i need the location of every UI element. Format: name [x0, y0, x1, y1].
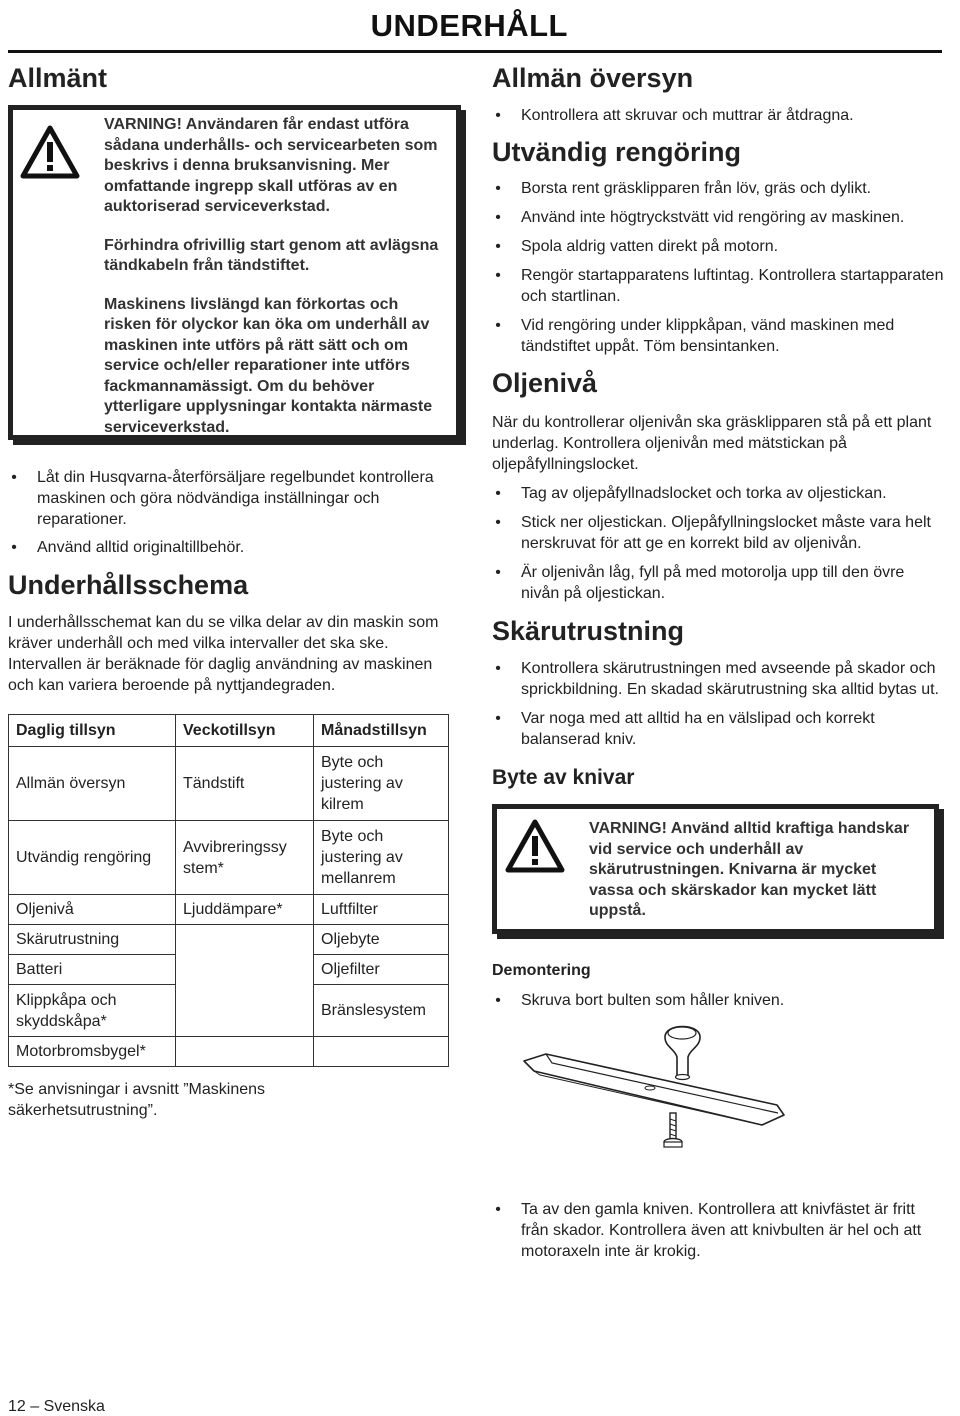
table-row — [9, 985, 449, 1037]
table-cell: Ljuddämpare* — [176, 895, 314, 925]
general-heading: Allmänt — [8, 63, 108, 93]
table-header-row — [9, 715, 449, 747]
table-cell: Motorbromsbygel* — [9, 1037, 176, 1067]
table-cell: Byte och justering av mellanrem — [314, 821, 449, 895]
table-cell: Bränslesystem — [314, 985, 449, 1037]
table-cell: Oljenivå — [9, 895, 176, 925]
table-cell: Allmän översyn — [9, 747, 176, 821]
warning-paragraph-2: Förhindra ofrivillig start genom att avlägsna tändkabeln från tändstiftet. — [104, 236, 439, 274]
table-row — [9, 821, 449, 895]
bullet-icon: • — [495, 267, 501, 284]
list-item: • Använd inte högtryckstvätt vid rengöring av maskinen. — [492, 207, 944, 228]
schedule-heading: Underhållsschema — [8, 570, 249, 600]
cutting-bullet-list — [492, 658, 944, 750]
bullet-icon: • — [495, 180, 501, 197]
knife-bolt — [664, 1113, 682, 1147]
bullet-icon: • — [495, 564, 501, 581]
knives-heading: Byte av knivar — [492, 766, 635, 789]
schedule-footnote: *Se anvisningar i avsnitt ”Maskinens säkerhetsutrustning”. — [8, 1081, 266, 1119]
list-item: • Var noga med att alltid ha en välslipad och korrekt balanserad kniv. — [492, 708, 944, 750]
bullet-icon: • — [495, 317, 501, 334]
overview-bullet-list — [492, 105, 944, 126]
table-cell — [314, 1037, 449, 1067]
list-item: • Stick ner oljestickan. Oljepåfyllningslocket måste vara helt nerskruvat för att ge en korrekt bild av oljenivån. — [492, 512, 944, 554]
table-cell: Skärutrustning — [9, 925, 176, 955]
oil-bullet-list — [492, 483, 944, 604]
header-rule — [8, 50, 942, 53]
warning-triangle-icon — [20, 125, 80, 179]
schedule-intro: I underhållsschemat kan du se vilka delar av din maskin som kräver underhåll och med vilka intervaller det ska ske. Intervallen är beräknade för daglig användning av maskinen och kan variera beroende på nyttjandegraden. — [8, 614, 439, 694]
maintenance-schedule-table — [8, 714, 449, 1067]
knives-warning-box — [492, 804, 939, 934]
page-header — [0, 0, 960, 58]
list-item: • Borsta rent gräsklipparen från löv, gräs och dylikt. — [492, 178, 944, 199]
table-cell — [176, 985, 314, 1037]
table-row — [9, 895, 449, 925]
cleaning-heading: Utvändig rengöring — [492, 137, 741, 167]
table-cell: Tändstift — [176, 747, 314, 821]
left-column — [8, 60, 466, 1121]
column-header: Daglig tillsyn — [9, 715, 176, 747]
list-item: • Använd alltid originaltillbehör. — [8, 537, 466, 558]
demontering-bullet-list — [492, 990, 944, 1011]
list-item: • Tag av oljepåfyllnadslocket och torka av oljestickan. — [492, 483, 944, 504]
list-item: • Låt din Husqvarna-återförsäljare regelbundet kontrollera maskinen och göra nödvändiga inställningar och reparationer. — [8, 467, 466, 530]
cleaning-bullet-list — [492, 178, 944, 357]
warning-paragraph-1: VARNING! Användaren får endast utföra sådana underhålls- och servicearbeten som beskrivs i denna bruksanvisning. Mer omfattande ingrepp skall utföras av en auktoriserad serviceverkstad. — [104, 116, 438, 215]
warning-paragraph-3: Maskinens livslängd kan förkortas och risken för olyckor kan öka om underhåll av maskinen inte utförs på rätt sätt och om service och/eller reparationer inte utförs fackmannamässigt. Om du behöver ytterligare upplysningar kontakta närmaste serviceverkstad. — [104, 295, 433, 436]
bullet-icon: • — [11, 469, 17, 486]
bullet-icon: • — [495, 710, 501, 727]
table-cell: Utvändig rengöring — [9, 821, 176, 895]
table-row — [9, 955, 449, 985]
column-header: Månadstillsyn — [314, 715, 449, 747]
list-item: • Vid rengöring under klippkåpan, vänd maskinen med tändstiftet uppåt. Töm bensintanken. — [492, 315, 944, 357]
list-item: • Spola aldrig vatten direkt på motorn. — [492, 236, 944, 257]
knife-blade — [524, 1054, 784, 1125]
table-row — [9, 925, 449, 955]
column-header: Veckotillsyn — [176, 715, 314, 747]
page-footer: 12 – Svenska — [8, 1398, 105, 1415]
table-cell: Oljebyte — [314, 925, 449, 955]
demontering-heading: Demontering — [492, 962, 591, 979]
bullet-icon: • — [495, 238, 501, 255]
general-bullet-list — [8, 467, 466, 558]
bullet-icon: • — [495, 514, 501, 531]
table-cell: Batteri — [9, 955, 176, 985]
bolt-knob — [665, 1027, 700, 1080]
table-cell: Byte och justering av kilrem — [314, 747, 449, 821]
page-title: UNDERHÅLL — [370, 8, 568, 43]
bullet-icon: • — [11, 539, 17, 556]
table-cell: Avvibreringssy stem* — [176, 821, 314, 895]
general-warning-box — [8, 105, 461, 440]
blade-bolt-illustration — [522, 1019, 792, 1159]
list-item: • Kontrollera att skruvar och muttrar är åtdragna. — [492, 105, 944, 126]
table-cell: Oljefilter — [314, 955, 449, 985]
bullet-icon: • — [495, 107, 501, 124]
oil-intro: När du kontrollerar oljenivån ska gräsklipparen stå på ett plant underlag. Kontrollera oljenivån med mätstickan på oljepåfyllningslocket. — [492, 414, 932, 473]
list-item: • Kontrollera skärutrustningen med avseende på skador och sprickbildning. En skadad skärutrustning ska alltid bytas ut. — [492, 658, 944, 700]
table-cell: Klippkåpa och skyddskåpa* — [9, 985, 176, 1037]
table-cell — [176, 955, 314, 985]
removal-bullet-list — [492, 1199, 944, 1262]
knives-warning-text: VARNING! Använd alltid kraftiga handskar vid service och underhåll av skärutrustningen. Knivarna är mycket vassa och skärskador kan mycket lätt uppstå. — [589, 820, 910, 919]
oil-heading: Oljenivå — [492, 368, 598, 398]
cutting-heading: Skärutrustning — [492, 616, 685, 646]
table-row — [9, 747, 449, 821]
bullet-icon: • — [495, 660, 501, 677]
bullet-icon: • — [495, 992, 501, 1009]
table-cell — [176, 1037, 314, 1067]
bullet-icon: • — [495, 1201, 501, 1218]
bullet-icon: • — [495, 485, 501, 502]
list-item: • Ta av den gamla kniven. Kontrollera att knivfästet är fritt från skador. Kontrollera även att knivbulten är hel och att motoraxeln inte är krokig. — [492, 1199, 944, 1262]
warning-triangle-icon — [505, 819, 565, 873]
overview-heading: Allmän översyn — [492, 63, 694, 93]
bullet-icon: • — [495, 209, 501, 226]
table-cell — [176, 925, 314, 955]
right-column — [492, 60, 944, 1262]
list-item: • Rengör startapparatens luftintag. Kontrollera startapparaten och startlinan. — [492, 265, 944, 307]
table-row — [9, 1037, 449, 1067]
table-cell: Luftfilter — [314, 895, 449, 925]
list-item: • Är oljenivån låg, fyll på med motorolja upp till den övre nivån på oljestickan. — [492, 562, 944, 604]
list-item: • Skruva bort bulten som håller kniven. — [492, 990, 944, 1011]
